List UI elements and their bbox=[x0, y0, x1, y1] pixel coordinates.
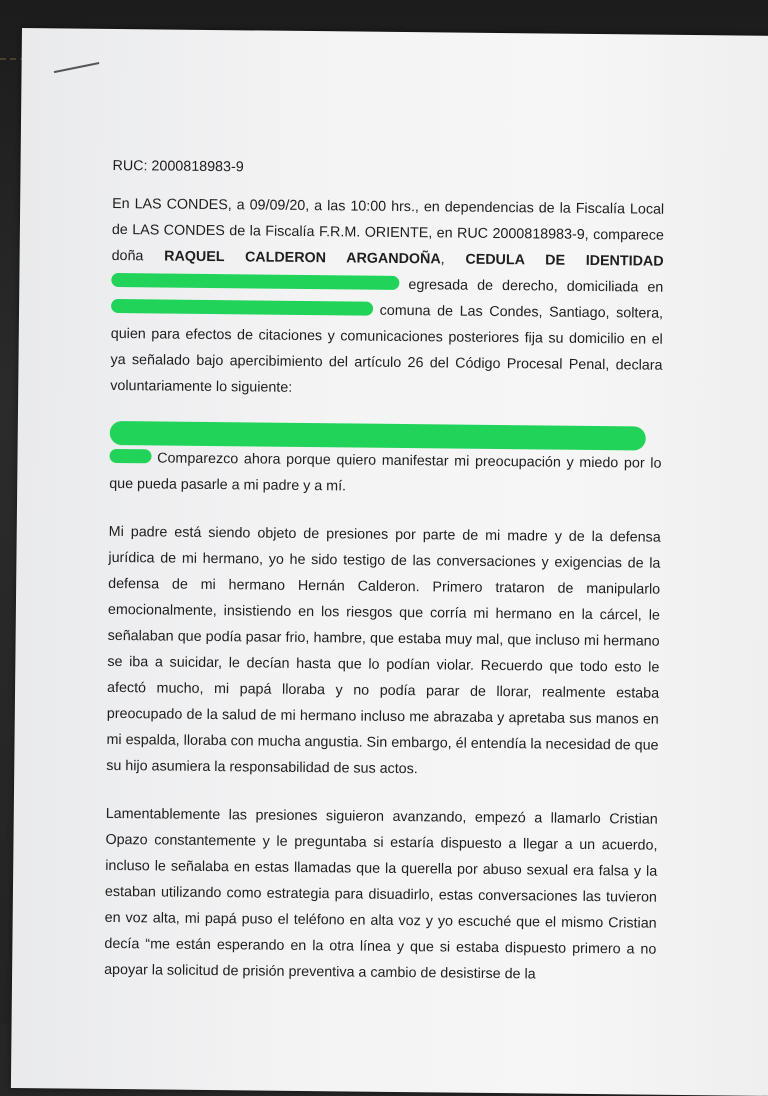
declarant-name: RAQUEL CALDERON ARGANDOÑA bbox=[164, 248, 441, 268]
name-separator: , bbox=[440, 251, 466, 268]
paragraph-declaration-intro bbox=[110, 191, 664, 405]
paragraph-statement bbox=[109, 421, 662, 503]
ruc-line: RUC: 2000818983-9 bbox=[112, 157, 244, 176]
pen-mark bbox=[54, 62, 99, 73]
redaction-mark bbox=[110, 421, 646, 451]
statement-text: Comparezco ahora porque quiero manifestar mi preocupación y miedo por lo que pueda pasarle a mi padre y a mí. bbox=[109, 450, 662, 495]
redaction-mark bbox=[109, 449, 151, 463]
id-label: CEDULA DE IDENTIDAD bbox=[465, 251, 664, 270]
paragraph-phone-calls: Lamentablemente las presiones siguieron avanzando, empezó a llamarlo Cristian Opazo constantemente y le preguntaba si estaría dispuesto a llegar a un acuerdo, incluso le señalaba en estas llamadas que la querella por abuso sexual era falsa y la estaban utilizando como estrategia para disuadirlo, estas conversaciones las tuvieron en voz alta, mi papá puso el teléfono en alta voz y yo escuché que el mismo Cristian decía “me están esperando en la otra línea y que si estaba dispuesto primero a no apoyar la solicitud de prisión preventiva a cambio de desistirse de la bbox=[104, 805, 658, 983]
paper-sheet bbox=[11, 28, 768, 1096]
intro-text: En LAS CONDES, a 09/09/20, a las 10:00 hrs., en dependencias de la Fiscalía Local de LAS CONDES de la Fiscalía F.R.M. ORIENTE, en RUC 2000818983-9, comparece doña bbox=[111, 195, 665, 265]
text-after-redaction-1: egresada de derecho, domiciliada en bbox=[399, 276, 664, 296]
redaction-mark bbox=[111, 273, 399, 290]
document-body bbox=[104, 153, 665, 1011]
text-after-redaction-2: comuna de Las Condes, Santiago, soltera, quien para efectos de citaciones y comunicaciones posteriores fija su domicilio en el ya señalado bajo apercibimiento del artículo 26 del Código Procesal Penal, declara voluntariamente lo siguiente: bbox=[110, 302, 664, 396]
redaction-mark bbox=[111, 299, 373, 316]
paragraph-pressures: Mi padre está siendo objeto de presiones por parte de mi madre y de la defensa jurídica de mi hermano, yo he sido testigo de las conversaciones y exigencias de la defensa de mi hermano Hernán Calderon. Primero trataron de manipularlo emocionalmente, insistiendo en los riesgos que corría mi hermano en la cárcel, le señalaban que podía pasar frio, hambre, que estaba muy mal, que incluso mi hermano se iba a suicidar, le decían hasta que lo podían violar. Recuerdo que todo esto le afectó mucho, mi papá lloraba y no podía parar de llorar, realmente estaba preocupado de la salud de mi hermano incluso me abrazaba y apretaba sus manos en mi espalda, lloraba con mucha angustia. Sin embargo, él entendía la necesidad de que su hijo asumiera la responsabilidad de sus actos. bbox=[106, 523, 661, 778]
